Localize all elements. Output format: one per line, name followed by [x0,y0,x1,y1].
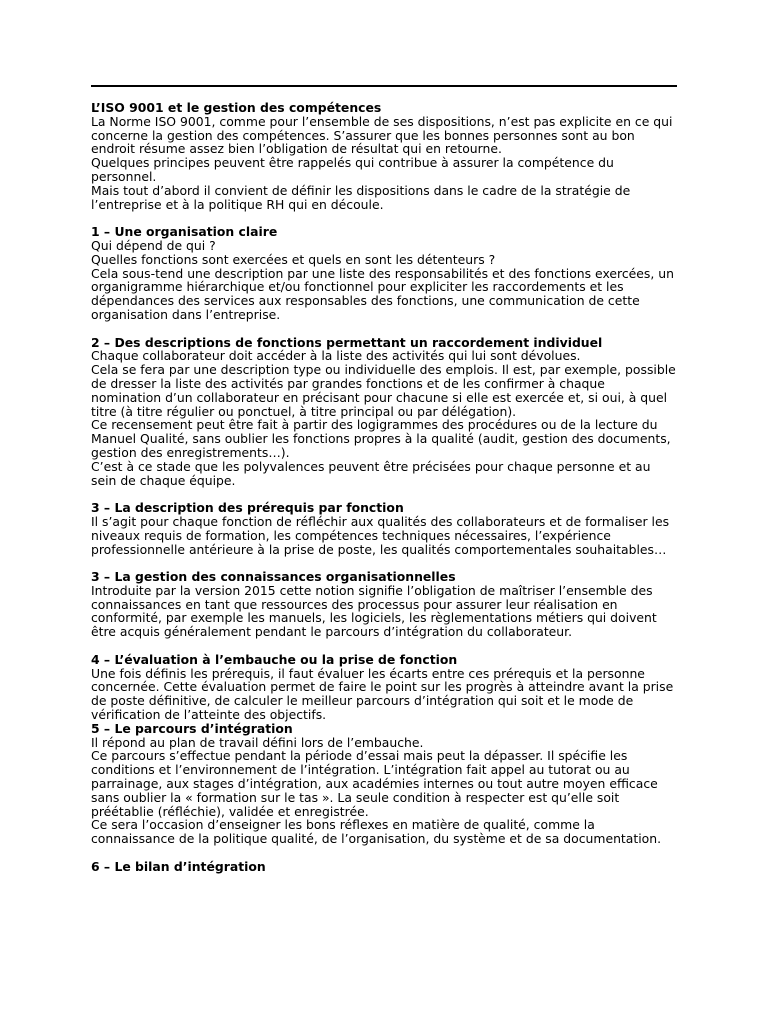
section-heading: 3 – La description des prérequis par fonction [91,500,404,516]
document-title: L’ISO 9001 et le gestion des compétences [91,100,382,115]
section-prerequis [91,501,677,556]
top-horizontal-rule [91,85,677,87]
intro-paragraph: Mais tout d’abord il convient de définir les dispositions dans le cadre de la stratégie de l’entreprise et à la politique RH qui en découle. [91,182,631,212]
section-descriptions-fonctions [91,336,677,488]
section-paragraph: Ce sera l’occasion d’enseigner les bons réflexes en matière de qualité, comme la connaissance de la politique qualité, de l’organisation, du système et de sa documentation. [91,817,662,847]
section-parcours-integration [91,722,677,846]
section-paragraph: Il s’agit pour chaque fonction de réfléchir aux qualités des collaborateurs et de formaliser les niveaux requis de formation, les compétences techniques nécessaires, l’expérience professionnelle antérieure à la prise de poste, les qualités comportementales souhaitables… [91,513,670,557]
section-heading: 6 – Le bilan d’intégration [91,858,266,874]
section-heading: 1 – Une organisation claire [91,224,278,240]
section-paragraph: Quelles fonctions sont exercées et quels en sont les détenteurs ? [91,251,496,267]
section-heading: 5 – Le parcours d’intégration [91,720,293,736]
intro-paragraph: Quelques principes peuvent être rappelés qui contribue à assurer la compétence du personnel. [91,155,614,184]
section-heading: 3 – La gestion des connaissances organisationnelles [91,569,456,585]
section-heading: 2 – Des descriptions de fonctions permettant un raccordement individuel [91,334,603,350]
intro-section [91,101,677,211]
section-paragraph: Une fois définis les prérequis, il faut évaluer les écarts entre ces prérequis et la personne concernée. Cette évaluation permet de faire le point sur les progrès à atteindre avant la prise de poste définitive, de calculer le meilleur parcours d’intégration qui soit et le mode de vérification de l’atteinte des objectifs. [91,665,674,723]
section-organisation [91,225,677,322]
section-heading: 4 – L’évaluation à l’embauche ou la prise de fonction [91,651,458,667]
section-bilan-integration [91,860,677,874]
section-paragraph: Introduite par la version 2015 cette notion signifie l’obligation de maîtriser l’ensemble des connaissances en tant que ressources des processus pour assurer leur réalisation en conformité, par exemple les manuels, les logiciels, les règlementations métiers qui doivent être acquis généralement pendant le parcours d’intégration du collaborateur. [91,582,657,640]
section-paragraph: Cela sous-tend une description par une liste des responsabilités et des fonctions exercées, un organigramme hiérarchique et/ou fonctionnel pour expliciter les raccordements et les dépendances des services aux responsables des fonctions, une communication de cette organisation dans l’entreprise. [91,265,674,322]
section-evaluation [91,653,677,722]
section-paragraph: Cela se fera par une description type ou individuelle des emplois. Il est, par exemple, possible de dresser la liste des activités par grandes fonctions et de les confirmer à chaque nomination d’un collaborateur en précisant pour chacune si elle est exercée et, si oui, à quel titre (à titre régulier ou ponctuel, à titre principal ou par délégation). [91,362,676,419]
section-paragraph: Ce parcours s’effectue pendant la période d’essai mais peut la dépasser. Il spécifie les conditions et l’environnement de l’intégration. L’intégration fait appel au tutorat ou au parrainage, aux stages d’intégration, aux académies internes ou tout autre moyen efficace sans oublier la « formation sur le tas ». La seule condition à respecter est qu’elle soit préétablie (réfléchie), validée et enregistrée. [91,748,658,819]
intro-paragraph: La Norme ISO 9001, comme pour l’ensemble de ses dispositions, n’est pas explicite en ce qui concerne la gestion des compétences. S’assurer que les bonnes personnes sont au bon endroit résume assez bien l’obligation de résultat qui en retourne. [91,113,673,157]
section-paragraph: Ce recensement peut être fait à partir des logigrammes des procédures ou de la lecture du Manuel Qualité, sans oublier les fonctions propres à la qualité (audit, gestion des documents, gestion des enregistrements…). [91,417,671,460]
section-paragraph: Chaque collaborateur doit accéder à la liste des activités qui lui sont dévolues. [91,348,581,364]
section-connaissances [91,570,677,639]
document-page [91,85,677,887]
section-paragraph: Qui dépend de qui ? [91,237,216,253]
section-paragraph: Il répond au plan de travail défini lors de l’embauche. [91,734,424,750]
section-paragraph: C’est à ce stade que les polyvalences peuvent être précisées pour chaque personne et au sein de chaque équipe. [91,458,651,488]
